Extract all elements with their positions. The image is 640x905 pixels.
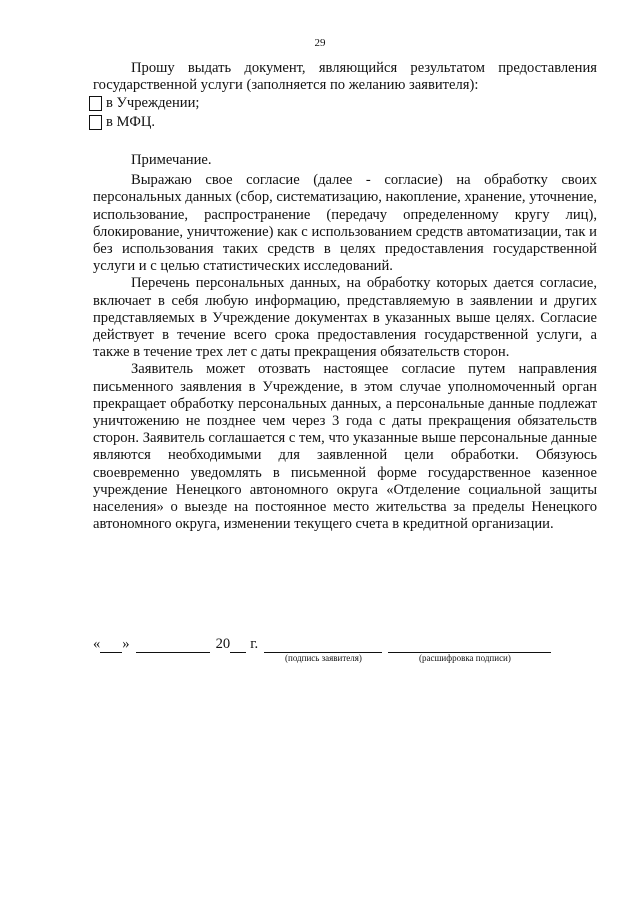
note-title: Примечание. [131,152,212,168]
option-mfc-label: в МФЦ. [106,114,156,131]
date-open-quote: « [93,636,101,652]
date-close-quote: » [122,636,130,652]
year-prefix: 20 [215,636,231,652]
day-field[interactable] [100,639,122,653]
checkbox-institution[interactable] [89,96,102,111]
consent-paragraph: Выражаю свое согласие (далее - согласие) на обработку своих персональных данных (сбор, систематизацию, накопление, хранение, уточнение, использование, распространение (передачу определенному кругу лиц), блокирование, уничтожение) как с использованием средств автоматизации, так и без использования таких средств в целях предоставления государственной услуги и с целью статистических исследований. [93,172,597,275]
data-scope-paragraph: Перечень персональных данных, на обработку которых дается согласие, включает в себя любую информацию, представляемую в заявлении и других представляемых в Учреждение документах в указанных выше целях. Согласие действует в течение всего срока предоставления государственной услуги, а также в течение трех лет с даты прекращения обязательств сторон. [93,275,597,361]
applicant-signature-field[interactable] [264,639,382,653]
year-field[interactable] [230,639,246,653]
year-suffix: г. [250,636,259,652]
option-institution[interactable] [89,94,597,113]
signature-decoding-field[interactable] [388,639,551,653]
page-number: 29 [314,37,326,49]
signature-decoding-caption: (расшифровка подписи) [419,653,511,663]
month-field[interactable] [136,639,210,653]
option-mfc[interactable] [89,113,597,132]
withdrawal-paragraph: Заявитель может отозвать настоящее согласие путем направления письменного заявления в Учреждение, в этом случае уполномоченный орган прекращает обработку персональных данных, а персональные данные подлежат уничтожению не позднее чем через 3 года с даты прекращения обязательств сторон. Заявитель соглашается с тем, что указанные выше персональные данные являются необходимыми для заявленной цели обработки. Обязуюсь своевременно уведомлять в письменной форме государственное казенное учреждение Ненецкого автономного округа «Отделение социальной защиты населения» о выезде на постоянное место жительства за пределы Ненецкого автономного округа, изменении текущего счета в кредитной организации. [93,361,597,533]
delivery-request-section [93,60,597,132]
option-institution-label: в Учреждении; [106,95,200,112]
applicant-signature-caption: (подпись заявителя) [285,653,362,663]
checkbox-mfc[interactable] [89,115,102,130]
note-section [93,152,597,533]
delivery-request-text: Прошу выдать документ, являющийся результатом предоставления государственной услуги (заполняется по желанию заявителя): [93,60,597,94]
signature-block [93,636,597,653]
